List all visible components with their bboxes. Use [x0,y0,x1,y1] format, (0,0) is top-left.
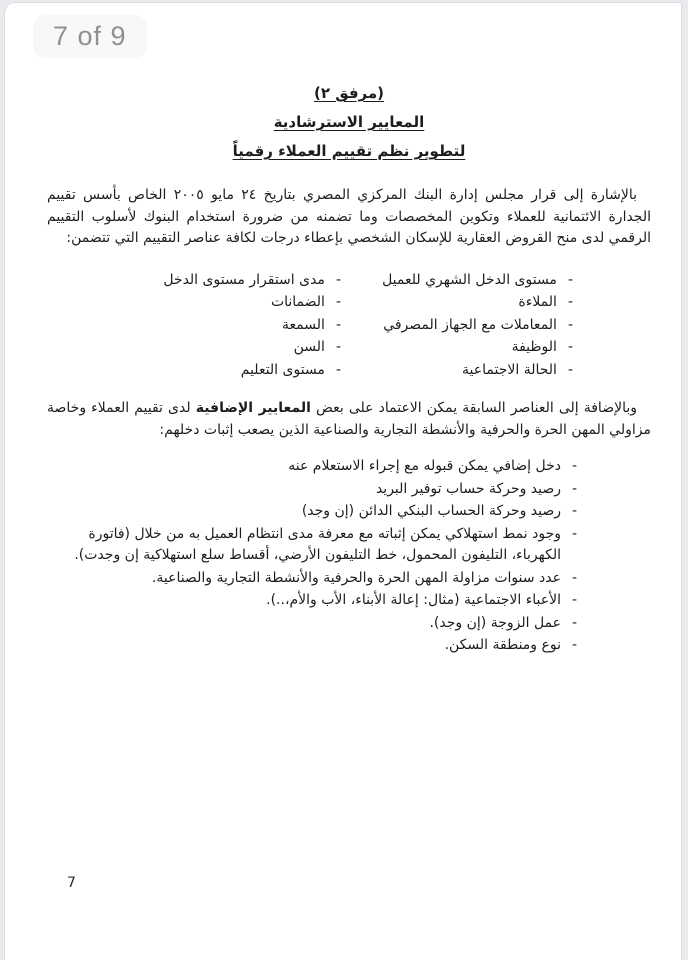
list-item-text: وجود نمط استهلاكي يمكن إثباته مع معرفة مدى انتظام العميل به من خلال (فاتورة الكهرباء، التليفون المحمول، خط التليفون الأرضي، أقساط سلع استهلاكية إن وجدت). [74,525,561,563]
list-item [47,635,651,657]
list-item-text: عدد سنوات مزاولة المهن الحرة والحرفية والأنشطة التجارية والصناعية. [151,569,561,586]
dash-marker: - [567,361,573,378]
document-page [5,3,681,960]
criteria-item [47,360,341,382]
criteria-item [341,270,573,292]
criteria-item-text: السمعة [281,316,325,333]
criteria-item-text: الضمانات [270,294,325,310]
criteria-item [341,360,573,382]
list-item-text: عمل الزوجة (إن وجد). [429,614,561,631]
additional-criteria-paragraph [47,398,651,441]
criteria-item-text: الحالة الاجتماعية [462,361,557,378]
criteria-item-text: مستوى التعليم [240,361,325,378]
criteria-item-text: الملاءة [518,294,557,310]
list-item-text: رصيد وحركة الحساب البنكي الدائن (إن وجد) [301,503,561,519]
criteria-item [47,315,341,337]
dash-marker: - [571,525,577,542]
dash-marker: - [335,339,341,355]
dash-marker: - [571,592,577,608]
criteria-item-text: مدى استقرار مستوى الدخل [163,271,325,288]
paragraph-text: وبالإضافة إلى العناصر السابقة يمكن الاعتماد على بعض [310,400,637,416]
dash-marker: - [335,361,341,378]
list-item [47,524,651,567]
list-item-text: الأعباء الاجتماعية (مثال: إعالة الأبناء، الأب والأم،..). [266,592,561,608]
page-indicator-badge: 7 of 9 [33,15,147,58]
criteria-columns [47,270,651,383]
criteria-column-right [341,270,573,383]
heading-title: المعايير الاسترشادية [273,113,425,131]
criteria-column-left [47,270,341,383]
dash-marker: - [571,480,577,497]
criteria-item [47,337,341,359]
list-item [47,613,651,635]
additional-criteria-list [47,456,651,657]
dash-marker: - [567,339,573,355]
dash-marker: - [571,614,577,631]
list-item [47,479,651,501]
dash-marker: - [571,637,577,653]
paragraph-text: لدى تقييم العملاء وخاصة مزاولي المهن الحرة والحرفية والأنشطة التجارية والصناعية الذين يصعب إثبات دخلهم: [47,400,651,438]
dash-marker: - [571,503,577,519]
intro-paragraph: بالإشارة إلى قرار مجلس إدارة البنك المركزي المصري بتاريخ ٢٤ مايو ٢٠٠٥ الخاص بأسس تقييم الجدارة الائتمانية للعملاء وتكوين المخصصات وما تضمنه من ضرورة استخدام البنوك لأسلوب التقييم الرقمي لدى منح القروض العقارية للإسكان الشخصي بإعطاء درجات لكافة عناصر التقييم التي تتضمن: [47,187,651,246]
heading-subtitle: لتطوير نظم تقييم العملاء رقمياً [232,142,466,160]
criteria-item [47,270,341,292]
criteria-item [341,315,573,337]
dash-marker: - [571,569,577,586]
list-item [47,501,651,523]
criteria-item-text: المعاملات مع الجهاز المصرفي [383,316,557,333]
additional-criteria-emphasis: المعايير الإضافية [195,400,311,416]
dash-marker: - [567,271,573,288]
dash-marker: - [571,458,577,474]
list-item-text: نوع ومنطقة السكن. [444,637,561,653]
list-item-text: رصيد وحركة حساب توفير البريد [375,480,561,497]
criteria-item-text: الوظيفة [511,339,557,355]
dash-marker: - [567,294,573,310]
criteria-item-text: السن [293,339,325,355]
heading-attachment-number: (مرفق ٢) [313,84,385,102]
page-number: 7 [67,875,76,891]
criteria-item [341,292,573,314]
document-content [47,67,651,658]
criteria-item [341,337,573,359]
dash-marker: - [567,316,573,333]
dash-marker: - [335,294,341,310]
dash-marker: - [335,316,341,333]
dash-marker: - [335,271,341,288]
list-item-text: دخل إضافي يمكن قبوله مع إجراء الاستعلام عنه [288,458,561,474]
list-item [47,590,651,612]
list-item [47,456,651,478]
list-item [47,568,651,590]
document-heading [47,83,651,161]
criteria-item [47,292,341,314]
criteria-item-text: مستوى الدخل الشهري للعميل [382,271,557,288]
